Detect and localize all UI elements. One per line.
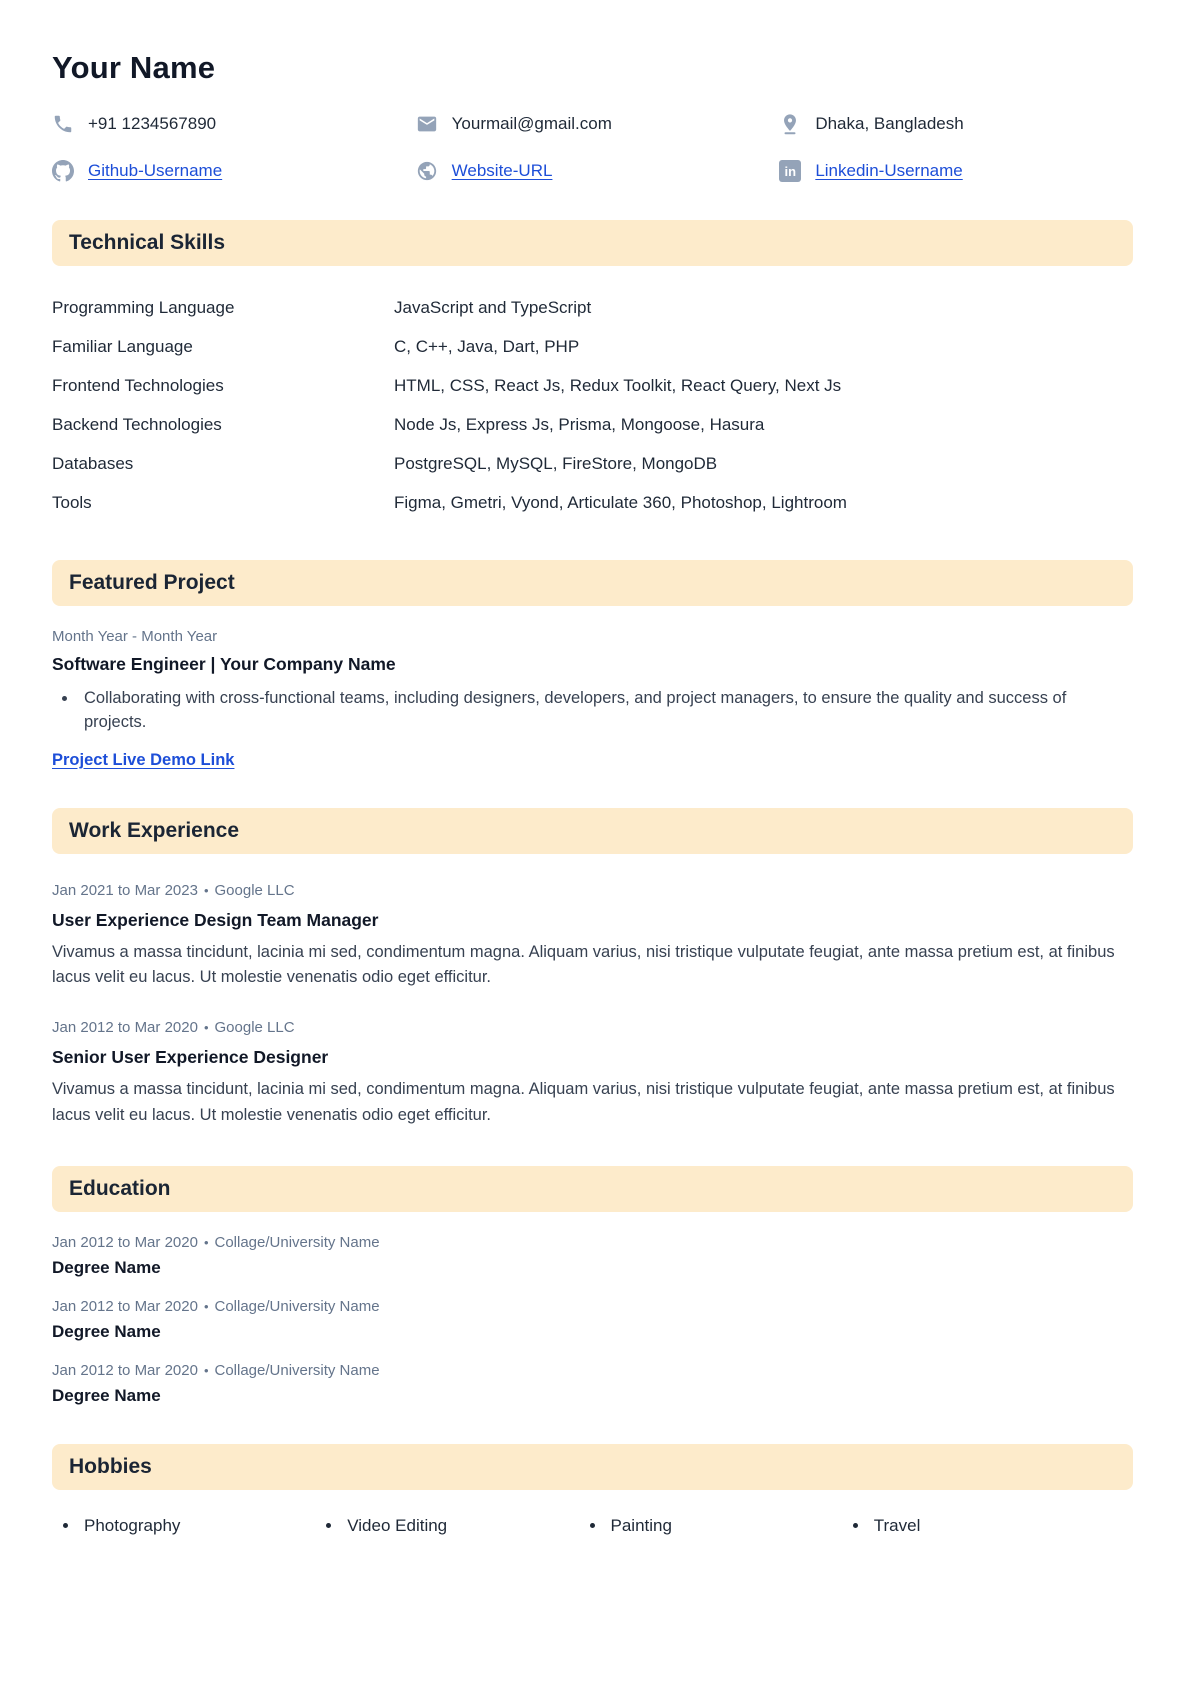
project-bullet-list bbox=[52, 687, 1133, 735]
project-demo-link[interactable]: Project Live Demo Link bbox=[52, 750, 235, 769]
linkedin-link[interactable]: Linkedin-Username bbox=[815, 161, 963, 180]
section-header-education: Education bbox=[52, 1166, 1133, 1212]
job-dates: Jan 2021 to Mar 2023 bbox=[52, 881, 198, 899]
skill-value: Node Js, Express Js, Prisma, Mongoose, Hasura bbox=[394, 415, 765, 434]
meta-dot: • bbox=[203, 1235, 209, 1251]
skill-label: Databases bbox=[52, 454, 134, 473]
skill-value: JavaScript and TypeScript bbox=[394, 298, 592, 317]
education-degree: Degree Name bbox=[52, 1258, 161, 1278]
education-school: Collage/University Name bbox=[214, 1362, 380, 1380]
job-role: Senior User Experience Designer bbox=[52, 1046, 329, 1067]
hobby-item: • Painting bbox=[607, 1516, 870, 1536]
skill-row bbox=[52, 405, 1133, 444]
skill-row bbox=[52, 327, 1133, 366]
meta-dot: • bbox=[203, 1363, 209, 1379]
skill-label: Familiar Language bbox=[52, 337, 193, 356]
skill-label: Tools bbox=[52, 493, 92, 512]
skill-value: PostgreSQL, MySQL, FireStore, MongoDB bbox=[394, 454, 718, 473]
job-company: Google LLC bbox=[214, 1018, 295, 1036]
contact-grid bbox=[52, 113, 1133, 182]
location-text: Dhaka, Bangladesh bbox=[815, 114, 964, 133]
skill-row bbox=[52, 288, 1133, 327]
education-meta bbox=[52, 1362, 1133, 1379]
contact-phone bbox=[52, 113, 406, 135]
contact-linkedin bbox=[779, 160, 1133, 182]
skill-row bbox=[52, 366, 1133, 405]
education-entry bbox=[52, 1362, 1133, 1406]
hobby-item: • Travel bbox=[870, 1516, 1133, 1536]
hobby-item: • Photography bbox=[80, 1516, 343, 1536]
hobbies-list bbox=[52, 1516, 1133, 1536]
job-description: Vivamus a massa tincidunt, lacinia mi sed, condimentum magna. Aliquam varius, nisi tristique vulputate feugiat, ante massa pretium est, at finibus lacus velit eu lacus. Ut molestie venenatis odio eget efficitur. bbox=[52, 1079, 1115, 1124]
meta-dot: • bbox=[203, 882, 209, 898]
contact-email bbox=[416, 113, 770, 135]
github-icon bbox=[52, 160, 74, 182]
phone-text: +91 1234567890 bbox=[88, 114, 217, 133]
page-title: Your Name bbox=[52, 50, 216, 85]
skill-row bbox=[52, 483, 1133, 522]
skills-table bbox=[52, 288, 1133, 522]
project-title: Software Engineer | Your Company Name bbox=[52, 654, 396, 674]
education-meta bbox=[52, 1234, 1133, 1251]
email-text: Yourmail@gmail.com bbox=[451, 114, 612, 133]
job-company: Google LLC bbox=[214, 881, 295, 899]
section-header-hobbies: Hobbies bbox=[52, 1444, 1133, 1490]
skill-label: Backend Technologies bbox=[52, 415, 222, 434]
skill-value: Figma, Gmetri, Vyond, Articulate 360, Photoshop, Lightroom bbox=[394, 493, 847, 512]
job-role: User Experience Design Team Manager bbox=[52, 909, 379, 930]
meta-dot: • bbox=[203, 1019, 209, 1035]
phone-icon bbox=[52, 113, 74, 135]
website-link[interactable]: Website-URL bbox=[451, 161, 553, 180]
education-school: Collage/University Name bbox=[214, 1234, 380, 1252]
project-date-range: Month Year - Month Year bbox=[52, 628, 218, 645]
contact-github bbox=[52, 160, 406, 182]
skill-label: Frontend Technologies bbox=[52, 376, 224, 395]
featured-project-entry bbox=[52, 628, 1133, 770]
education-degree: Degree Name bbox=[52, 1322, 161, 1342]
job-entry bbox=[52, 882, 1133, 991]
skill-value: C, C++, Java, Dart, PHP bbox=[394, 337, 580, 356]
globe-icon bbox=[416, 160, 438, 182]
job-description: Vivamus a massa tincidunt, lacinia mi sed, condimentum magna. Aliquam varius, nisi tristique vulputate feugiat, ante massa pretium est, at finibus lacus velit eu lacus. Ut molestie venenatis odio eget efficitur. bbox=[52, 942, 1115, 987]
contact-location bbox=[779, 113, 1133, 135]
skill-value: HTML, CSS, React Js, Redux Toolkit, React Query, Next Js bbox=[394, 376, 842, 395]
location-pin-icon bbox=[779, 113, 801, 135]
education-degree: Degree Name bbox=[52, 1386, 161, 1406]
section-header-work-experience: Work Experience bbox=[52, 808, 1133, 854]
linkedin-icon: in bbox=[779, 160, 801, 182]
education-entry bbox=[52, 1234, 1133, 1278]
job-entry bbox=[52, 1019, 1133, 1128]
education-dates: Jan 2012 to Mar 2020 bbox=[52, 1234, 198, 1252]
skill-label: Programming Language bbox=[52, 298, 235, 317]
hobby-item: • Video Editing bbox=[343, 1516, 606, 1536]
job-dates: Jan 2012 to Mar 2020 bbox=[52, 1018, 198, 1036]
job-meta bbox=[52, 1019, 1133, 1036]
section-header-technical-skills: Technical Skills bbox=[52, 220, 1133, 266]
education-entry bbox=[52, 1298, 1133, 1342]
skill-row bbox=[52, 444, 1133, 483]
email-icon bbox=[416, 113, 438, 135]
education-meta bbox=[52, 1298, 1133, 1315]
section-header-featured-project: Featured Project bbox=[52, 560, 1133, 606]
project-bullet: • Collaborating with cross-functional teams, including designers, developers, and project managers, to ensure the quality and success of projects. bbox=[78, 687, 1133, 735]
education-school: Collage/University Name bbox=[214, 1298, 380, 1316]
education-dates: Jan 2012 to Mar 2020 bbox=[52, 1362, 198, 1380]
contact-website bbox=[416, 160, 770, 182]
meta-dot: • bbox=[203, 1299, 209, 1315]
github-link[interactable]: Github-Username bbox=[88, 161, 223, 180]
education-dates: Jan 2012 to Mar 2020 bbox=[52, 1298, 198, 1316]
job-meta bbox=[52, 882, 1133, 899]
